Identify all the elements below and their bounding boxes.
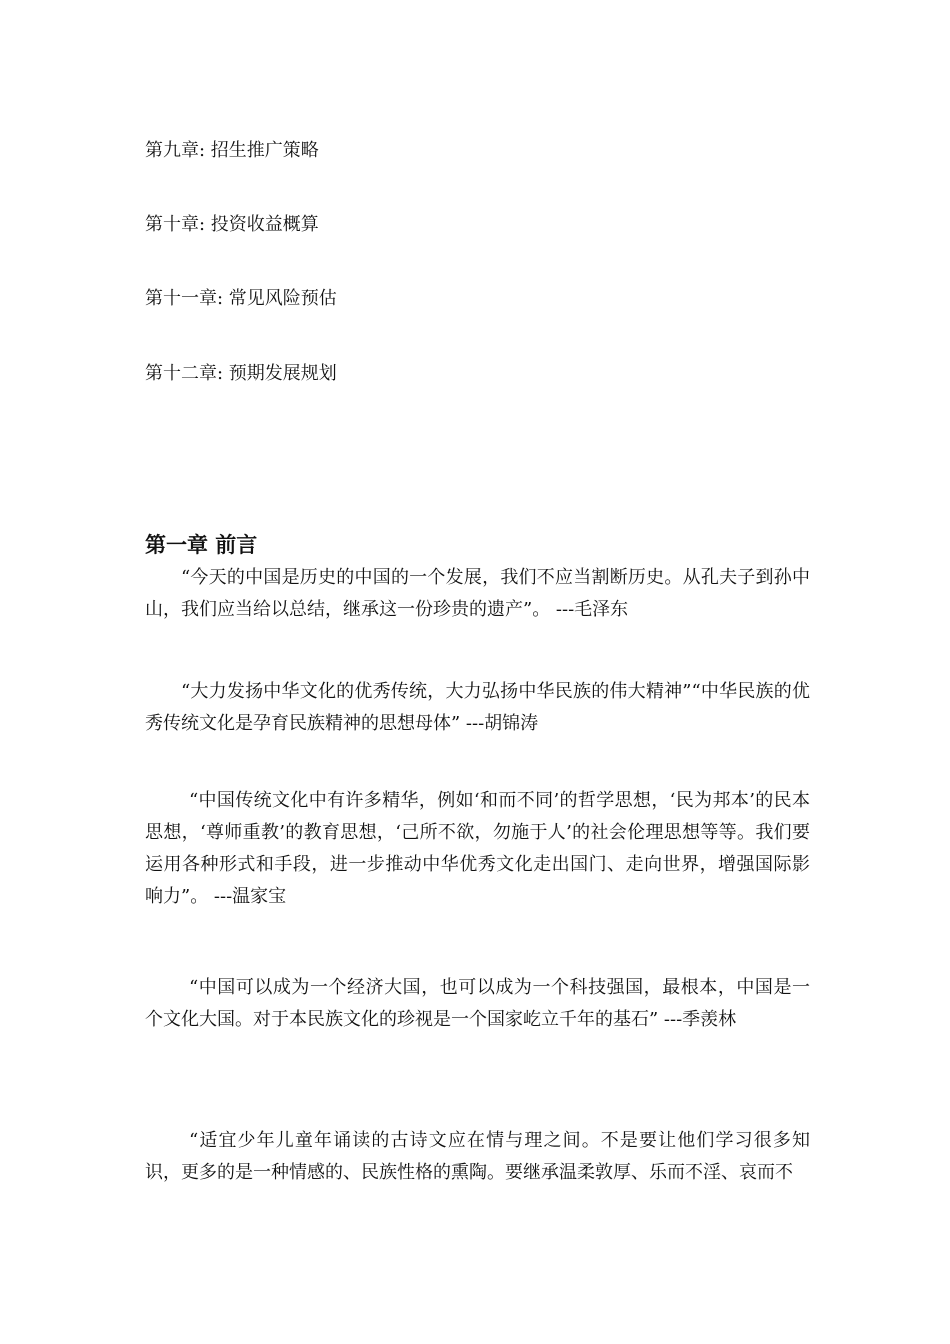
quote-paragraph — [145, 562, 810, 626]
quote-attribution: ---季羡林 — [658, 1009, 737, 1030]
chapter-heading: 第一章 前言 — [145, 533, 258, 557]
quote-attribution: ---温家宝 — [208, 886, 287, 907]
quote-text: “大力发扬中华文化的优秀传统，大力弘扬中华民族的伟大精神”“中华民族的优秀传统文化是孕育民族精神的思想母体” — [145, 681, 810, 734]
toc-item-chapter-12: 第十二章: 预期发展规划 — [145, 363, 337, 384]
quote-text: “中国传统文化中有许多精华，例如‘和而不同’的哲学思想，‘民为邦本’的民本思想，‘尊师重教’的教育思想，‘己所不欲，勿施于人’的社会伦理思想等等。我们要运用各种形式和手段，进一步推动中华优秀文化走出国门、走向世界，增强国际影响力”。 — [145, 790, 810, 907]
toc-item-chapter-10: 第十章: 投资收益概算 — [145, 214, 319, 235]
quote-attribution: ---毛泽东 — [550, 599, 629, 620]
quote-paragraph — [145, 785, 810, 913]
quote-paragraph — [145, 676, 810, 740]
quote-attribution: ---胡锦涛 — [460, 713, 539, 734]
toc-item-chapter-11: 第十一章: 常见风险预估 — [145, 288, 337, 309]
quote-text: “今天的中国是历史的中国的一个发展，我们不应当割断历史。从孔夫子到孙中山，我们应当给以总结，继承这一份珍贵的遗产”。 — [145, 567, 810, 620]
quote-text: “适宜少年儿童年诵读的古诗文应在情与理之间。不是要让他们学习很多知识，更多的是一种情感的、民族性格的熏陶。要继承温柔敦厚、乐而不淫、哀而不 — [145, 1130, 810, 1183]
quote-paragraph — [145, 1125, 810, 1189]
quote-paragraph — [145, 972, 810, 1036]
toc-item-chapter-9: 第九章: 招生推广策略 — [145, 140, 319, 161]
quote-text: “中国可以成为一个经济大国，也可以成为一个科技强国，最根本，中国是一个文化大国。对于本民族文化的珍视是一个国家屹立千年的基石” — [145, 977, 810, 1030]
